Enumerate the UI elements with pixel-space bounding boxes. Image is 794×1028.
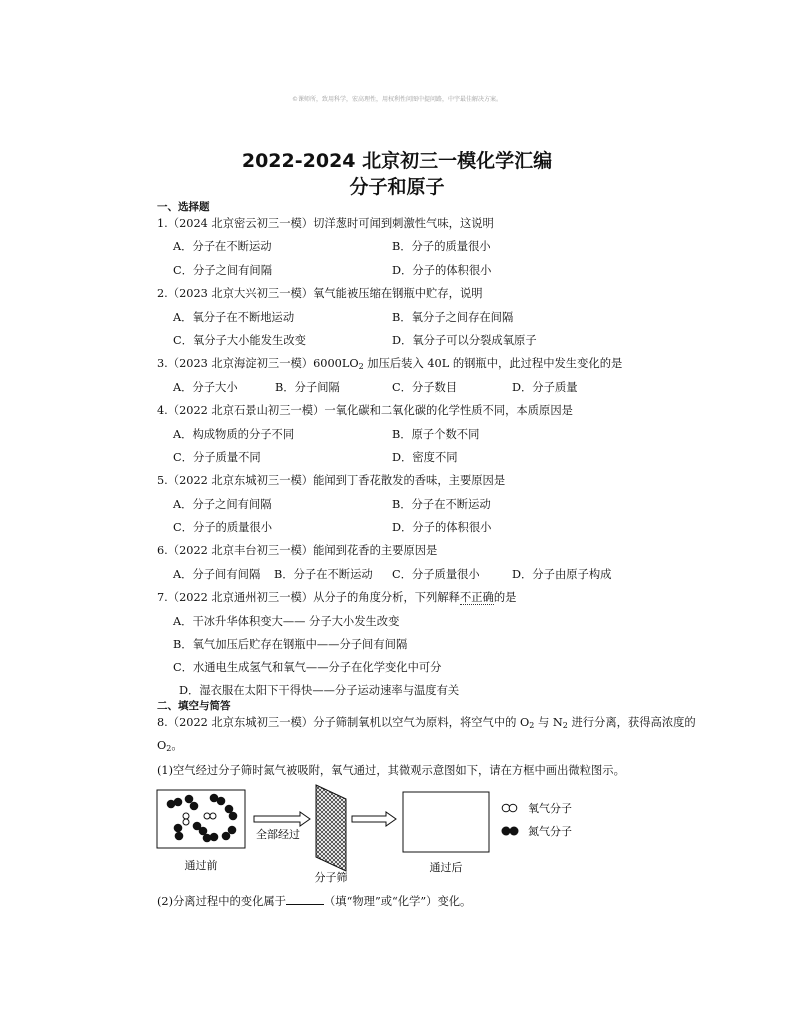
molecule-sieve-diagram (150, 780, 600, 890)
question-2-stem: 2.（2023 北京大兴初三一模）氧气能被压缩在钢瓶中贮存，说明 (157, 287, 483, 300)
question-2-option-a: A．氧分子在不断地运动 (173, 311, 295, 324)
before-label: 通过前 (184, 859, 218, 872)
legend-oxygen-label: 氧气分子 (528, 802, 572, 815)
question-5-stem: 5.（2022 北京东城初三一模）能闻到丁香花散发的香味，主要原因是 (157, 474, 506, 487)
question-6-option-b: B．分子在不断运动 (274, 568, 373, 581)
question-5-option-c: C．分子的质量很小 (173, 521, 273, 534)
question-4-option-c: C．分子质量不同 (173, 451, 261, 464)
question-5-option-d: D．分子的体积很小 (392, 521, 492, 534)
question-1-option-b: B．分子的质量很小 (392, 240, 491, 253)
question-8-stem-cont: $O_2$。 (157, 739, 183, 753)
molecular-sieve (316, 785, 346, 871)
question-3-option-a: A．分子大小 (173, 381, 238, 394)
question-2-option-c: C．氧分子大小能发生改变 (173, 334, 306, 347)
question-6-option-a: A．分子间有间隔 (173, 568, 261, 581)
question-6-option-d: D．分子由原子构成 (512, 568, 612, 581)
arrow-right-icon (254, 812, 310, 826)
question-4-option-a: A．构成物质的分子不同 (173, 428, 295, 441)
question-8-part-1: (1)空气经过分子筛时氮气被吸附，氧气通过，其微观示意图如下，请在方框中画出微粒图示。 (157, 764, 625, 777)
sieve-label: 分子筛 (314, 871, 348, 884)
question-5-option-a: A．分子之间有间隔 (173, 498, 272, 511)
question-3-option-d: D．分子质量 (512, 381, 578, 394)
question-4-option-d: D．密度不同 (392, 451, 458, 464)
question-2-option-d: D．氧分子可以分裂成氧原子 (392, 334, 537, 347)
question-1-option-d: D．分子的体积很小 (392, 264, 492, 277)
page-title: 2022-2024 北京初三一模化学汇编 (241, 150, 553, 172)
question-4-option-b: B．原子个数不同 (392, 428, 480, 441)
arrow-label: 全部经过 (256, 828, 300, 841)
after-box (403, 792, 489, 852)
question-2-option-b: B．氧分子之间存在间隔 (392, 311, 514, 324)
question-8-stem: 8.（2022 北京东城初三一模）分子筛制氧机以空气为原料，将空气中的 $O_2$ 与 $N_2$ 进行分离，获得高浓度的 (157, 716, 696, 730)
question-7-option-c: C．水通电生成氢气和氧气——分子在化学变化中可分 (173, 661, 442, 674)
page-subtitle: 分子和原子 (349, 176, 445, 198)
watermark: ©课师所，致用科学，宏高理性，用权利性问图中提问路，中宇最佳解决方案。 (291, 96, 502, 103)
arrow-right-icon (352, 812, 396, 826)
section-heading-choice: 一、选择题 (157, 201, 210, 213)
question-1-option-c: C．分子之间有间隔 (173, 264, 273, 277)
question-6-option-c: C．分子质量很小 (392, 568, 480, 581)
question-7-option-b: B．氧气加压后贮存在钢瓶中——分子间有间隔 (173, 638, 408, 651)
nitrogen-molecule-legend-icon (502, 827, 519, 836)
question-7-option-d: D．湿衣服在太阳下干得快——分子运动速率与温度有关 (179, 684, 460, 697)
question-4-stem: 4.（2022 北京石景山初三一模）一氧化碳和二氧化碳的化学性质不同，本质原因是 (157, 404, 573, 417)
question-3-option-b: B．分子间隔 (275, 381, 340, 394)
question-1-option-a: A．分子在不断运动 (173, 240, 272, 253)
question-7-option-a: A．干冰升华体积变大—— 分子大小发生改变 (173, 615, 400, 628)
question-3-option-c: C．分子数目 (392, 381, 458, 394)
question-8-part-2: (2)分离过程中的变化属于 （填“物理”或“化学”）变化。 (157, 895, 472, 908)
oxygen-molecule-legend-icon (502, 804, 517, 812)
answer-blank[interactable] (286, 895, 324, 905)
question-1-stem: 1.（2024 北京密云初三一模）切洋葱时可闻到刺激性气味，这说明 (157, 217, 494, 230)
question-3-stem: 3.（2023 北京海淀初三一模）$6000LO_2$ 加压后装入 40L 的钢瓶中，此过程中发生变化的是 (157, 357, 623, 371)
question-5-option-b: B．分子在不断运动 (392, 498, 491, 511)
after-label: 通过后 (429, 861, 463, 874)
question-6-stem: 6.（2022 北京丰台初三一模）能闻到花香的主要原因是 (157, 544, 438, 557)
legend-nitrogen-label: 氮气分子 (528, 825, 572, 838)
question-7-stem: 7.（2022 北京通州初三一模）从分子的角度分析，下列解释不正确的是 (157, 591, 517, 604)
section-heading-fill: 二、填空与简答 (157, 700, 231, 712)
